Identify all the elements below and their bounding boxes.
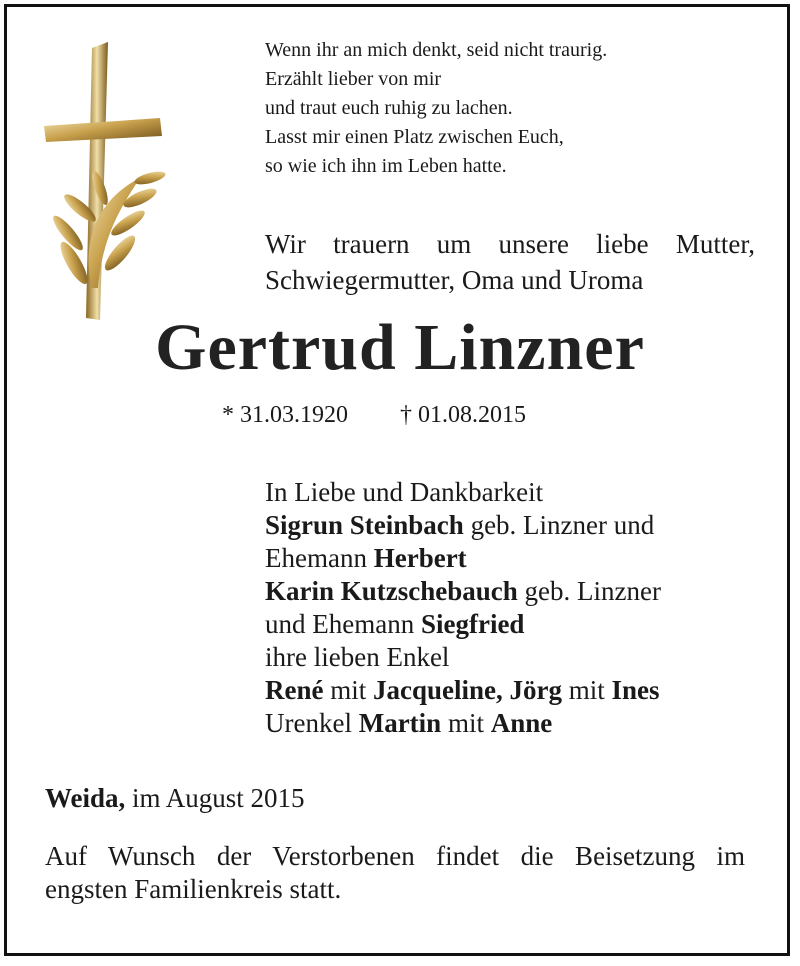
poem-line: Lasst mir einen Platz zwischen Euch, xyxy=(265,126,564,148)
mourner-name: Anne xyxy=(490,708,553,738)
mourner-text: geb. Linzner und xyxy=(463,510,655,540)
note-line-2: engsten Familienkreis statt. xyxy=(45,874,342,904)
place-city: Weida, xyxy=(45,783,126,813)
mourner-line xyxy=(265,674,661,707)
mourners-intro: In Liebe und Dankbarkeit xyxy=(265,477,544,507)
mourner-name: René xyxy=(265,675,324,705)
poem-line: so wie ich ihn im Leben hatte. xyxy=(265,155,507,177)
mourner-text: mit xyxy=(562,675,612,705)
mourners-list xyxy=(265,476,661,740)
place-month: im August 2015 xyxy=(125,783,305,813)
mourner-name: Jacqueline, Jörg xyxy=(373,675,562,705)
poem-line: und traut euch ruhig zu lachen. xyxy=(265,97,513,119)
place-date xyxy=(45,783,305,814)
mourner-text: und Ehemann xyxy=(265,609,421,639)
mourner-name: Karin Kutzschebauch xyxy=(265,576,518,606)
note-line-1: Auf Wunsch der Verstorbenen findet die Beisetzung im xyxy=(45,841,745,871)
mourning-statement xyxy=(265,226,755,298)
mourner-line xyxy=(265,509,661,542)
mourner-text: mit xyxy=(441,708,491,738)
life-dates xyxy=(222,402,526,429)
mourner-line xyxy=(265,608,661,641)
death-date: † 01.08.2015 xyxy=(400,402,526,428)
mourning-line-2: Schwiegermutter, Oma und Uroma xyxy=(265,265,644,295)
mourner-text: mit xyxy=(323,675,373,705)
burial-note xyxy=(45,840,745,906)
mourner-text: Ehemann xyxy=(265,543,374,573)
mourner-line xyxy=(265,575,661,608)
mourner-name: Ines xyxy=(611,675,660,705)
cross-with-palm-icon xyxy=(40,38,170,328)
mourner-name: Herbert xyxy=(373,543,467,573)
mourner-line: ihre lieben Enkel xyxy=(265,642,450,672)
mourner-line xyxy=(265,707,661,740)
poem-line: Erzählt lieber von mir xyxy=(265,68,442,90)
deceased-name: Gertrud Linzner xyxy=(155,311,645,384)
birth-date: * 31.03.1920 xyxy=(222,402,348,428)
mourner-text: Urenkel xyxy=(265,708,359,738)
mourner-name: Sigrun Steinbach xyxy=(265,510,464,540)
poem-line: Wenn ihr an mich denkt, seid nicht traurig. xyxy=(265,39,608,61)
poem xyxy=(265,36,607,181)
mourning-line-1: Wir trauern um unsere liebe Mutter, xyxy=(265,229,755,259)
mourner-text: geb. Linzner xyxy=(517,576,661,606)
mourner-name: Siegfried xyxy=(420,609,525,639)
mourner-line xyxy=(265,542,661,575)
mourner-name: Martin xyxy=(358,708,442,738)
